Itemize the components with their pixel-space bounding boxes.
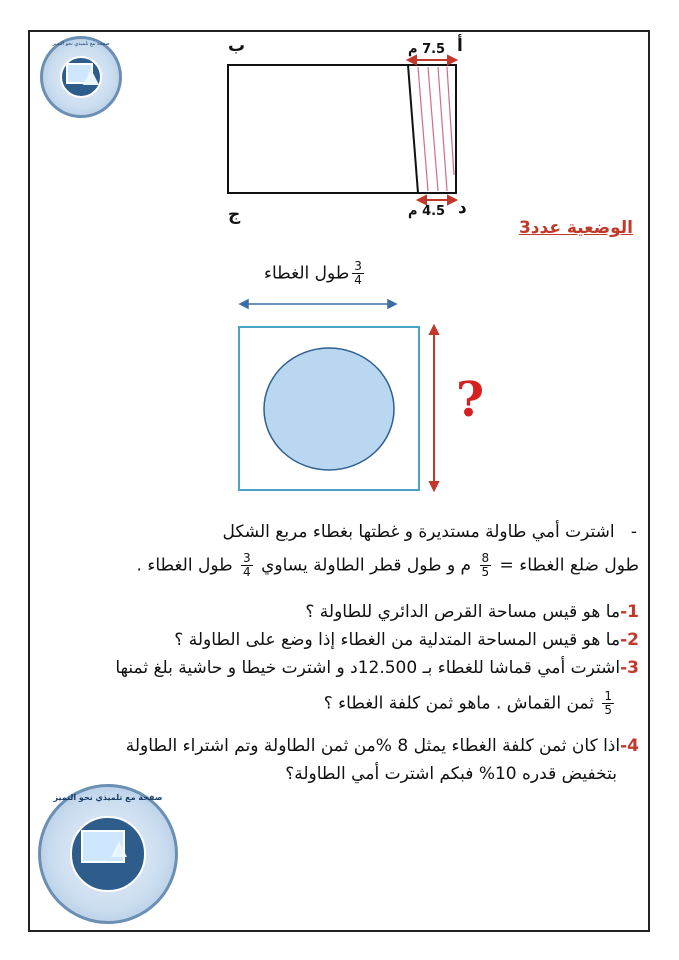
logo-caption: صفحة مع تلميذي نحو التميز [53, 793, 163, 802]
caption-text: طول الغطاء [264, 263, 350, 284]
width-caption [264, 260, 367, 287]
top-measure: 7.5 م [408, 42, 446, 57]
question-2: 2-ما هو قيس المساحة المتدلية من الغطاء إذا وضع على الطاولة ؟ [174, 630, 639, 650]
intro-dash: - [630, 522, 637, 542]
intro-fraction-1: $\frac{8}{5}$ [481, 551, 490, 579]
figure-square [0, 290, 679, 510]
logo-bottom [38, 784, 178, 924]
question-4: 4-اذا كان ثمن كلفة الغطاء يمثل 8 %من ثمن الطاولة وتم اشتراء الطاولة [125, 736, 639, 756]
question-4-continuation: بتخفيض قدره 10% فبكم اشترت أمي الطاولة؟ [285, 764, 617, 784]
question-3-fraction: $\frac{1}{5}$ [604, 689, 612, 717]
vertex-label-bottom-left: ج [228, 205, 241, 225]
flask-icon [111, 841, 127, 857]
intro-fraction-2: $\frac{3}{4}$ [243, 551, 251, 579]
intro-line-2: طول ضلع الغطاء = $\frac{8}{5}$ م و طول قطر الطاولة يساوي $\frac{3}{4}$ طول الغطاء . [136, 551, 639, 579]
question-3-continuation: $\frac{1}{5}$ ثمن القماش . ماهو ثمن كلفة الغطاء ؟ [323, 689, 612, 717]
vertex-label-bottom-right: د [458, 198, 467, 218]
logo-caption: صفحة مع تلميذي نحو التميز [52, 41, 110, 47]
vertex-label-top-left: ب [228, 36, 246, 56]
caption-fraction: $\frac{3}{4}$ [354, 259, 362, 287]
question-mark-icon: ? [456, 372, 485, 428]
intro-line-1: - اشترت أمي طاولة مستديرة و غطتها بغطاء مربع الشكل [222, 522, 637, 542]
question-1: 1-ما هو قيس مساحة القرص الدائري للطاولة ؟ [305, 602, 639, 622]
bottom-measure: 4.5 م [408, 204, 446, 219]
question-3: 3-اشترت أمي قماشا للغطاء بـ 12.500د و اشترت خيطا و حاشية بلغ ثمنها [115, 658, 639, 678]
situation-title: الوضعية عدد3 [518, 218, 633, 238]
vertex-label-top-right: أ [457, 36, 463, 56]
